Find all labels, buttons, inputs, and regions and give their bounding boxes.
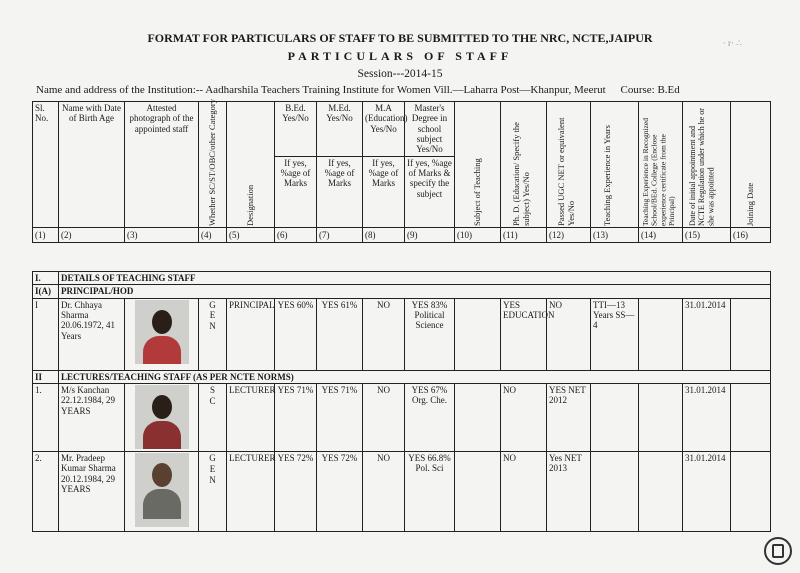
form-subtitle: PARTICULARS OF STAFF bbox=[287, 49, 513, 63]
cell-subject bbox=[455, 298, 501, 370]
col-number: (1) bbox=[33, 227, 59, 242]
section-row bbox=[33, 285, 771, 298]
cell-appointment: 31.01.2014 bbox=[683, 452, 731, 532]
cell-recognized-experience bbox=[639, 298, 683, 370]
cell-net: YES NET 2012 bbox=[547, 384, 591, 452]
col-number: (9) bbox=[405, 227, 455, 242]
cell-med: YES 72% bbox=[317, 452, 363, 532]
col-designation: Designation bbox=[227, 102, 275, 228]
form-title: FORMAT FOR PARTICULARS OF STAFF TO BE SUBMITTED TO THE NRC, NCTE,JAIPUR bbox=[147, 31, 653, 45]
cell-recognized-experience bbox=[639, 452, 683, 532]
section-label: LECTURES/TEACHING STAFF (AS PER NCTE NORMS) bbox=[59, 370, 771, 383]
cell-net: Yes NET 2013 bbox=[547, 452, 591, 532]
cell-bed: YES 60% bbox=[275, 298, 317, 370]
col-number: (2) bbox=[59, 227, 125, 242]
cell-master: YES 67% Org. Che. bbox=[405, 384, 455, 452]
scanner-logo-icon bbox=[764, 537, 792, 565]
col-net: Passed UGC NET or equivalent Yes/No bbox=[547, 102, 591, 228]
col-sl-no: Sl. No. bbox=[33, 102, 59, 228]
col-number: (10) bbox=[455, 227, 501, 242]
col-med: M.Ed. Yes/No bbox=[317, 102, 363, 157]
cell-experience: TTI—13 Years SS—4 bbox=[591, 298, 639, 370]
col-bed-marks: If yes, %age of Marks bbox=[275, 156, 317, 227]
col-number: (4) bbox=[199, 227, 227, 242]
section-row bbox=[33, 272, 771, 285]
col-joining-date: Joining Date bbox=[731, 102, 771, 228]
cell-experience bbox=[591, 384, 639, 452]
table-row bbox=[33, 384, 771, 452]
cell-med: YES 61% bbox=[317, 298, 363, 370]
col-number: (5) bbox=[227, 227, 275, 242]
col-subject: Subject of Teaching bbox=[455, 102, 501, 228]
col-bed: B.Ed. Yes/No bbox=[275, 102, 317, 157]
section-label: DETAILS OF TEACHING STAFF bbox=[59, 272, 771, 285]
cell-med: YES 71% bbox=[317, 384, 363, 452]
cell-phd: YES EDUCATION bbox=[501, 298, 547, 370]
staff-photo bbox=[135, 453, 189, 527]
cell-designation: LECTURER bbox=[227, 452, 275, 532]
col-number: (12) bbox=[547, 227, 591, 242]
cell-name: Dr. Chhaya Sharma 20.06.1972, 41 Years bbox=[59, 298, 125, 370]
cell-appointment: 31.01.2014 bbox=[683, 298, 731, 370]
cell-category: G E N bbox=[199, 298, 227, 370]
col-number: (7) bbox=[317, 227, 363, 242]
section-row bbox=[33, 370, 771, 383]
column-header-table bbox=[32, 98, 771, 243]
cell-experience bbox=[591, 452, 639, 532]
col-number: (3) bbox=[125, 227, 199, 242]
cell-recognized-experience bbox=[639, 384, 683, 452]
cell-category: G E N bbox=[199, 452, 227, 532]
col-number: (15) bbox=[683, 227, 731, 242]
cell-master: YES 83% Political Science bbox=[405, 298, 455, 370]
col-number: (11) bbox=[501, 227, 547, 242]
staff-table bbox=[32, 271, 771, 532]
section-number: I(A) bbox=[33, 285, 59, 298]
cell-sl: 2. bbox=[33, 452, 59, 532]
col-category: Whether SC/ST/OBC/other Category bbox=[199, 102, 227, 228]
cell-sl: I bbox=[33, 298, 59, 370]
section-number: I. bbox=[33, 272, 59, 285]
cell-designation: PRINCIPAL bbox=[227, 298, 275, 370]
cell-bed: YES 71% bbox=[275, 384, 317, 452]
table-row bbox=[33, 452, 771, 532]
cell-net: NO bbox=[547, 298, 591, 370]
col-number: (8) bbox=[363, 227, 405, 242]
col-recognized-experience: Teaching Experience in Recognized School/BEd. College (Enclose experience certificate from the Principal) bbox=[639, 102, 683, 228]
cell-sl: 1. bbox=[33, 384, 59, 452]
col-number: (16) bbox=[731, 227, 771, 242]
cell-phd: NO bbox=[501, 452, 547, 532]
col-master: Master's Degree in school subject Yes/No bbox=[405, 102, 455, 157]
col-ma: M.A (Education) Yes/No bbox=[363, 102, 405, 157]
cell-photo bbox=[125, 452, 199, 532]
staff-photo bbox=[135, 385, 189, 449]
table-row bbox=[33, 298, 771, 370]
section-label: PRINCIPAL/HOD bbox=[59, 285, 771, 298]
col-ma-marks: If yes, %age of Marks bbox=[363, 156, 405, 227]
cell-ma: NO bbox=[363, 452, 405, 532]
cell-category: S C bbox=[199, 384, 227, 452]
col-med-marks: If yes, %age of Marks bbox=[317, 156, 363, 227]
cell-joining-date bbox=[731, 298, 771, 370]
col-name: Name with Date of Birth Age bbox=[59, 102, 125, 228]
cell-designation: LECTURER bbox=[227, 384, 275, 452]
corner-mark: · r· ∴ bbox=[722, 38, 742, 48]
cell-appointment: 31.01.2014 bbox=[683, 384, 731, 452]
section-number: II bbox=[33, 370, 59, 383]
col-number: (14) bbox=[639, 227, 683, 242]
cell-subject bbox=[455, 384, 501, 452]
col-number: (13) bbox=[591, 227, 639, 242]
institution-line bbox=[36, 84, 680, 96]
col-photo: Attested photograph of the appointed staff bbox=[125, 102, 199, 228]
col-experience: Teaching Experience in Years bbox=[591, 102, 639, 228]
cell-name: Mr. Pradeep Kumar Sharma 20.12.1984, 29 YEARS bbox=[59, 452, 125, 532]
cell-joining-date bbox=[731, 384, 771, 452]
cell-ma: NO bbox=[363, 384, 405, 452]
cell-photo bbox=[125, 298, 199, 370]
course-label: Course: B.Ed bbox=[620, 84, 680, 96]
session-label: Session---2014-15 bbox=[357, 68, 443, 80]
col-phd: Ph. D. (Education/ Specify the subject) Yes/No bbox=[501, 102, 547, 228]
institution-name: Name and address of the Institution:-- Aadharshila Teachers Training Institute for Women Vill.—Laharra Post—Khanpur, Meerut bbox=[36, 84, 606, 96]
cell-bed: YES 72% bbox=[275, 452, 317, 532]
cell-subject bbox=[455, 452, 501, 532]
col-number: (6) bbox=[275, 227, 317, 242]
col-appointment: Date of initial appointment and NCTE Regulation under which he or she was appointed bbox=[683, 102, 731, 228]
cell-ma: NO bbox=[363, 298, 405, 370]
cell-master: YES 66.8% Pol. Sci bbox=[405, 452, 455, 532]
cell-name: M/s Kanchan 22.12.1984, 29 YEARS bbox=[59, 384, 125, 452]
cell-joining-date bbox=[731, 452, 771, 532]
col-master-marks: If yes, %age of Marks & specify the subject bbox=[405, 156, 455, 227]
staff-photo bbox=[135, 300, 189, 364]
cell-photo bbox=[125, 384, 199, 452]
cell-phd: NO bbox=[501, 384, 547, 452]
